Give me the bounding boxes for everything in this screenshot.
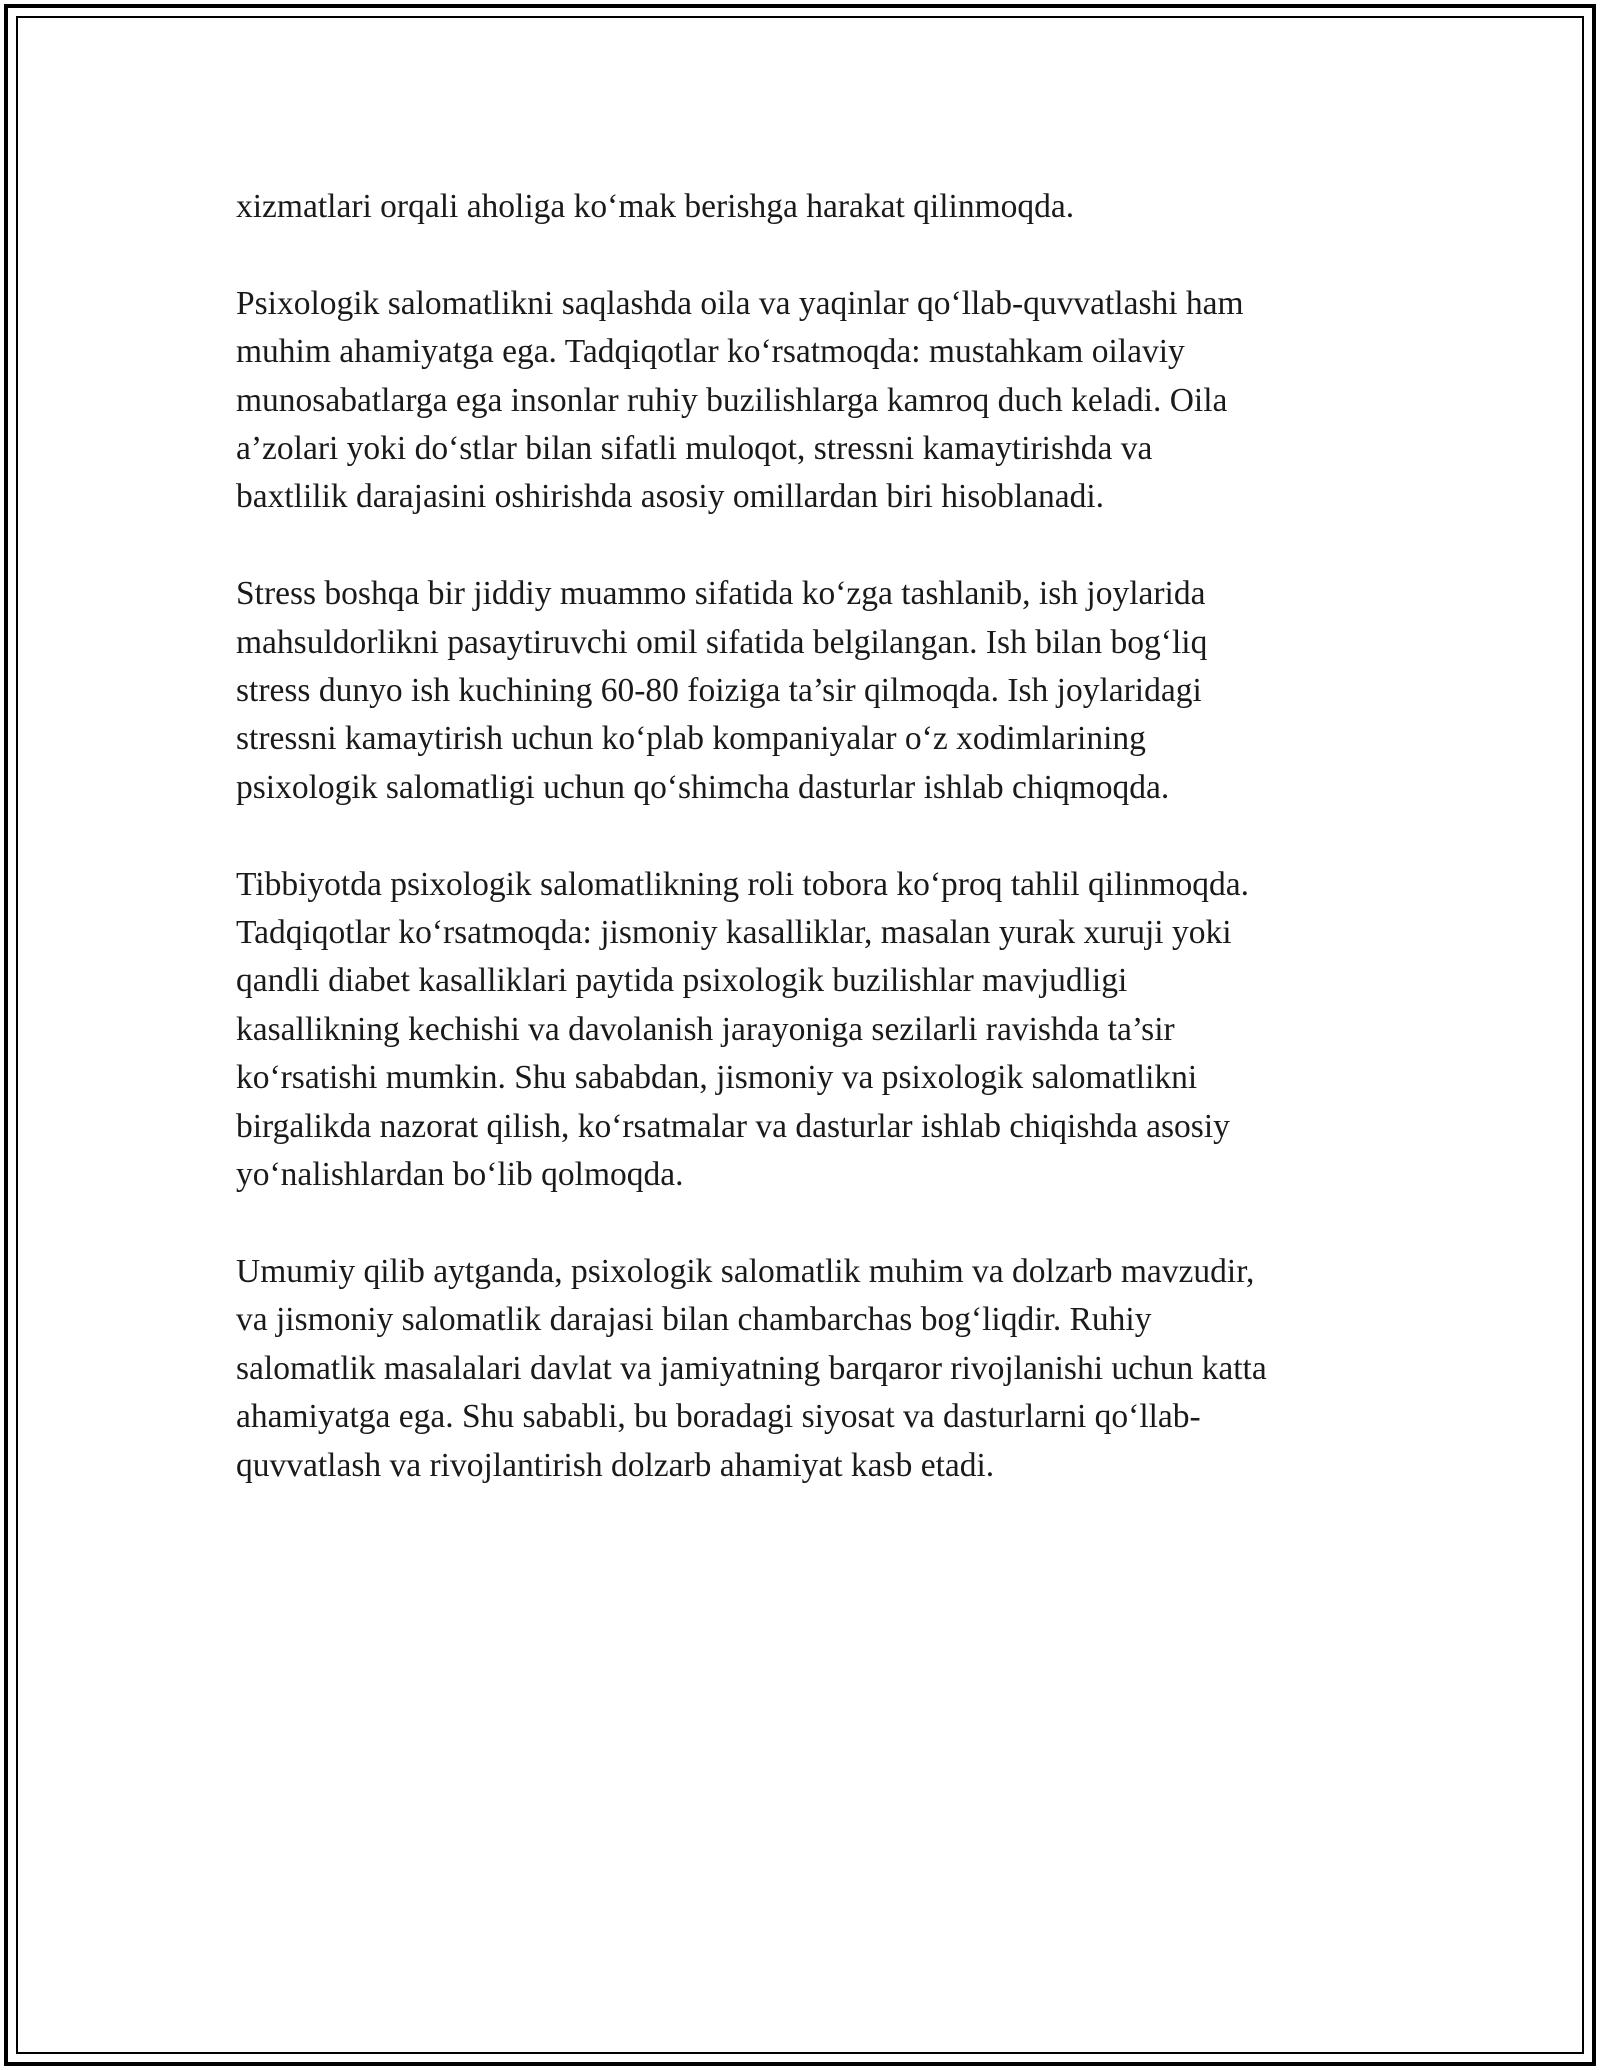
text-line: salomatlik masalalari davlat va jamiyatning barqaror rivojlanishi uchun katta <box>236 1349 1267 1387</box>
text-line: muhim ahamiyatga ega. Tadqiqotlar ko‘rsatmoqda: mustahkam oilaviy <box>236 333 1185 371</box>
text-line: xizmatlari orqali aholiga ko‘mak berishga harakat qilinmoqda. <box>236 188 1075 225</box>
text-line: Stress boshqa bir jiddiy muammo sifatida ko‘zga tashlanib, ish joylarida <box>236 575 1206 613</box>
text-line: munosabatlarga ega insonlar ruhiy buzilishlarga kamroq duch keladi. Oila <box>236 381 1228 419</box>
text-line: ko‘rsatishi mumkin. Shu sababdan, jismoniy va psixologik salomatlikni <box>236 1059 1198 1097</box>
text-line: Psixologik salomatlikni saqlashda oila va yaqinlar qo‘llab-quvvatlashi ham <box>236 284 1244 322</box>
text-line: baxtlilik darajasini oshirishda asosiy omillardan biri hisoblanadi. <box>236 478 1105 516</box>
text-line: psixologik salomatligi uchun qo‘shimcha dasturlar ishlab chiqmoqda. <box>236 768 1170 806</box>
text-line: birgalikda nazorat qilish, ko‘rsatmalar va dasturlar ishlab chiqishda asosiy <box>236 1107 1230 1145</box>
text-line: qandli diabet kasalliklari paytida psixologik buzilishlar mavjudligi <box>236 962 1128 1000</box>
text-line: quvvatlash va rivojlantirish dolzarb ahamiyat kasb etadi. <box>236 1446 995 1484</box>
text-line: ahamiyatga ega. Shu sababli, bu boradagi siyosat va dasturlarni qo‘llab- <box>236 1398 1201 1436</box>
paragraph-5 <box>236 1248 1386 1490</box>
text-line: va jismoniy salomatlik darajasi bilan chambarchas bog‘liqdir. Ruhiy <box>236 1301 1152 1339</box>
paragraph-3 <box>236 570 1386 812</box>
text-line: yo‘nalishlardan bo‘lib qolmoqda. <box>236 1156 684 1194</box>
paragraph-4 <box>236 861 1386 1200</box>
text-line: Tadqiqotlar ko‘rsatmoqda: jismoniy kasalliklar, masalan yurak xuruji yoki <box>236 914 1232 952</box>
document-body <box>236 183 1386 1490</box>
paragraph-1 <box>236 183 1386 231</box>
text-line: stressni kamaytirish uchun ko‘plab kompaniyalar o‘z xodimlarining <box>236 720 1146 758</box>
text-line: Umumiy qilib aytganda, psixologik salomatlik muhim va dolzarb mavzudir, <box>236 1252 1255 1290</box>
text-line: kasallikning kechishi va davolanish jarayoniga sezilarli ravishda ta’sir <box>236 1010 1175 1048</box>
text-line: mahsuldorlikni pasaytiruvchi omil sifatida belgilangan. Ish bilan bog‘liq <box>236 623 1208 661</box>
text-line: a’zolari yoki do‘stlar bilan sifatli muloqot, stressni kamaytirishda va <box>236 430 1153 468</box>
paragraph-2 <box>236 280 1386 522</box>
text-line: Tibbiyotda psixologik salomatlikning roli tobora ko‘proq tahlil qilinmoqda. <box>236 865 1250 903</box>
text-line: stress dunyo ish kuchining 60-80 foiziga ta’sir qilmoqda. Ish joylaridagi <box>236 672 1202 710</box>
